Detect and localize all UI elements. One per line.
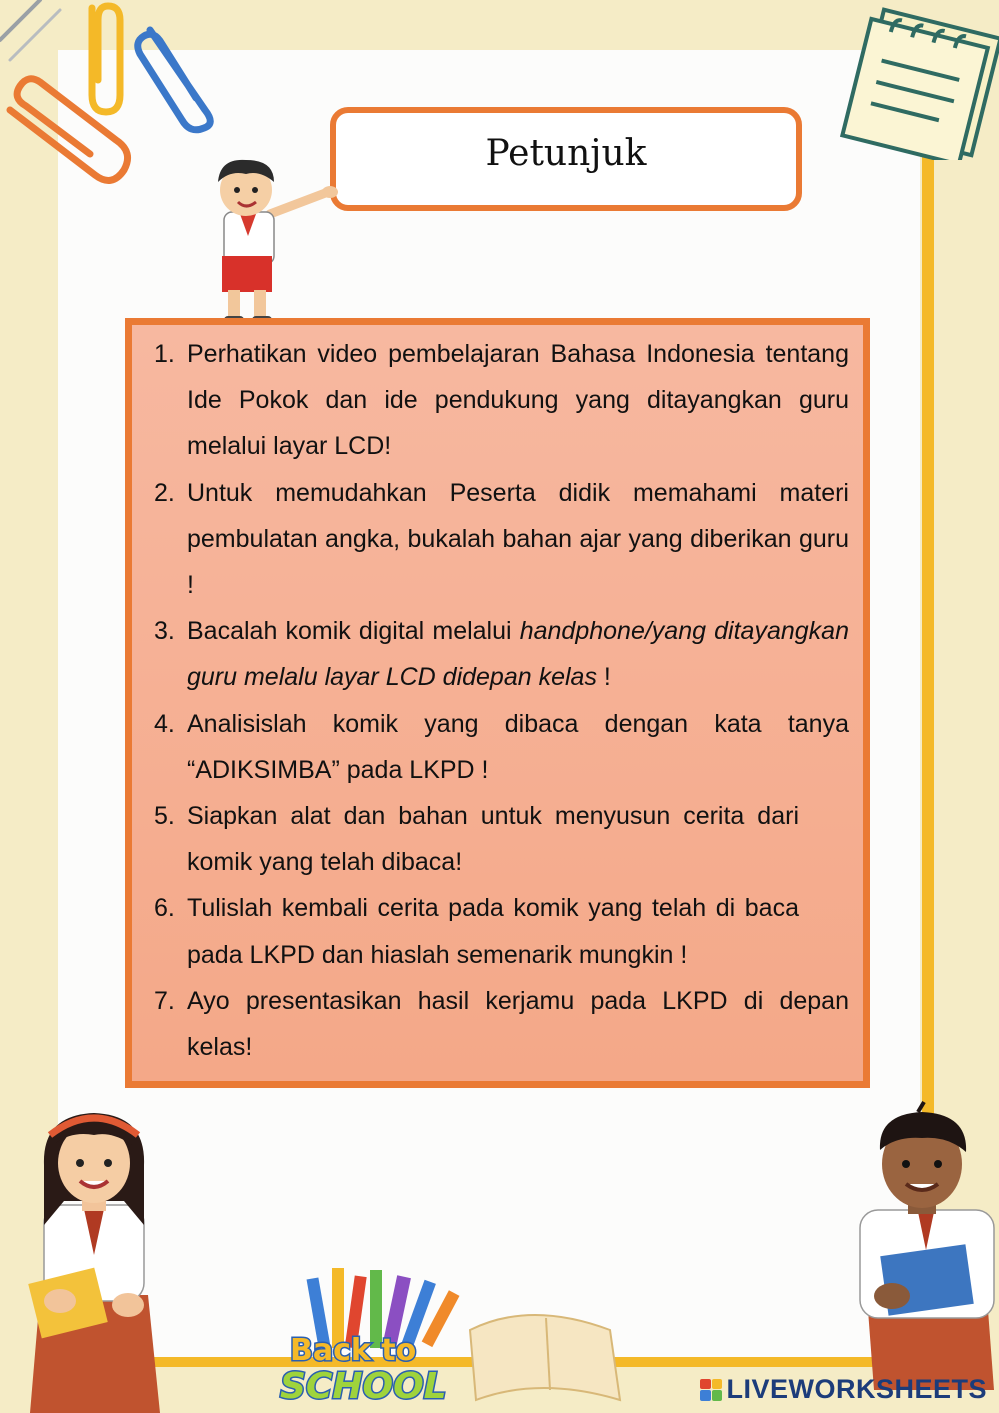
step-number: 6. — [154, 894, 175, 923]
step-text: Untuk memudahkan Peserta didik memahami materi pembulatan angka, bukalah bahan ajar yang diberikan guru ! — [187, 478, 849, 600]
girl-student-illustration — [20, 1105, 170, 1413]
step-text: Analisislah komik yang dibaca dengan kata tanya “ADIKSIMBA” pada LKPD ! — [187, 709, 849, 784]
step-number: 1. — [154, 340, 175, 368]
list-item — [154, 885, 849, 977]
step-text — [187, 608, 849, 700]
watermark-text: LIVEWORKSHEETS — [726, 1374, 987, 1404]
step-number: 2. — [154, 478, 175, 507]
page-title: Petunjuk — [485, 132, 647, 174]
list-item — [154, 331, 849, 470]
badge-line2: SCHOOL — [280, 1366, 447, 1407]
badge-line1: Back to — [290, 1333, 417, 1368]
back-to-school-badge — [250, 1260, 630, 1410]
liveworksheets-logo-icon — [700, 1379, 722, 1401]
boy-pointing-illustration — [200, 152, 340, 334]
instructions-list — [154, 331, 849, 1070]
list-item — [154, 701, 849, 793]
notepad-decoration — [828, 0, 999, 160]
step-number: 4. — [154, 709, 175, 738]
instructions-box — [125, 318, 870, 1088]
step-text-plain: Bacalah komik digital melalui — [187, 617, 520, 646]
step-text-end: ! — [596, 663, 611, 692]
step-number: 5. — [154, 802, 175, 831]
list-item — [154, 470, 849, 609]
list-item — [154, 978, 849, 1070]
boy-student-illustration — [848, 1100, 999, 1390]
title-box — [330, 107, 802, 211]
step-text: Siapkan alat dan bahan untuk menyusun cerita dari komik yang telah dibaca! — [187, 802, 799, 877]
step-text: Ayo presentasikan hasil kerjamu pada LKPD di depan kelas! — [187, 986, 849, 1062]
step-number: 3. — [154, 617, 175, 646]
step-text: Perhatikan video pembelajaran Bahasa Indonesia tentang Ide Pokok dan ide pendukung yang ditayangkan guru melalui layar LCD! — [187, 340, 849, 461]
liveworksheets-watermark — [700, 1374, 987, 1405]
list-item — [154, 608, 849, 700]
step-text: Tulislah kembali cerita pada komik yang telah di baca pada LKPD dan hiaslah semenarik mungkin ! — [187, 894, 799, 969]
list-item — [154, 793, 849, 885]
step-number: 7. — [154, 986, 175, 1015]
step-text-italic: handphone/yang ditayangkan guru melalu layar LCD didepan kelas — [187, 617, 849, 692]
